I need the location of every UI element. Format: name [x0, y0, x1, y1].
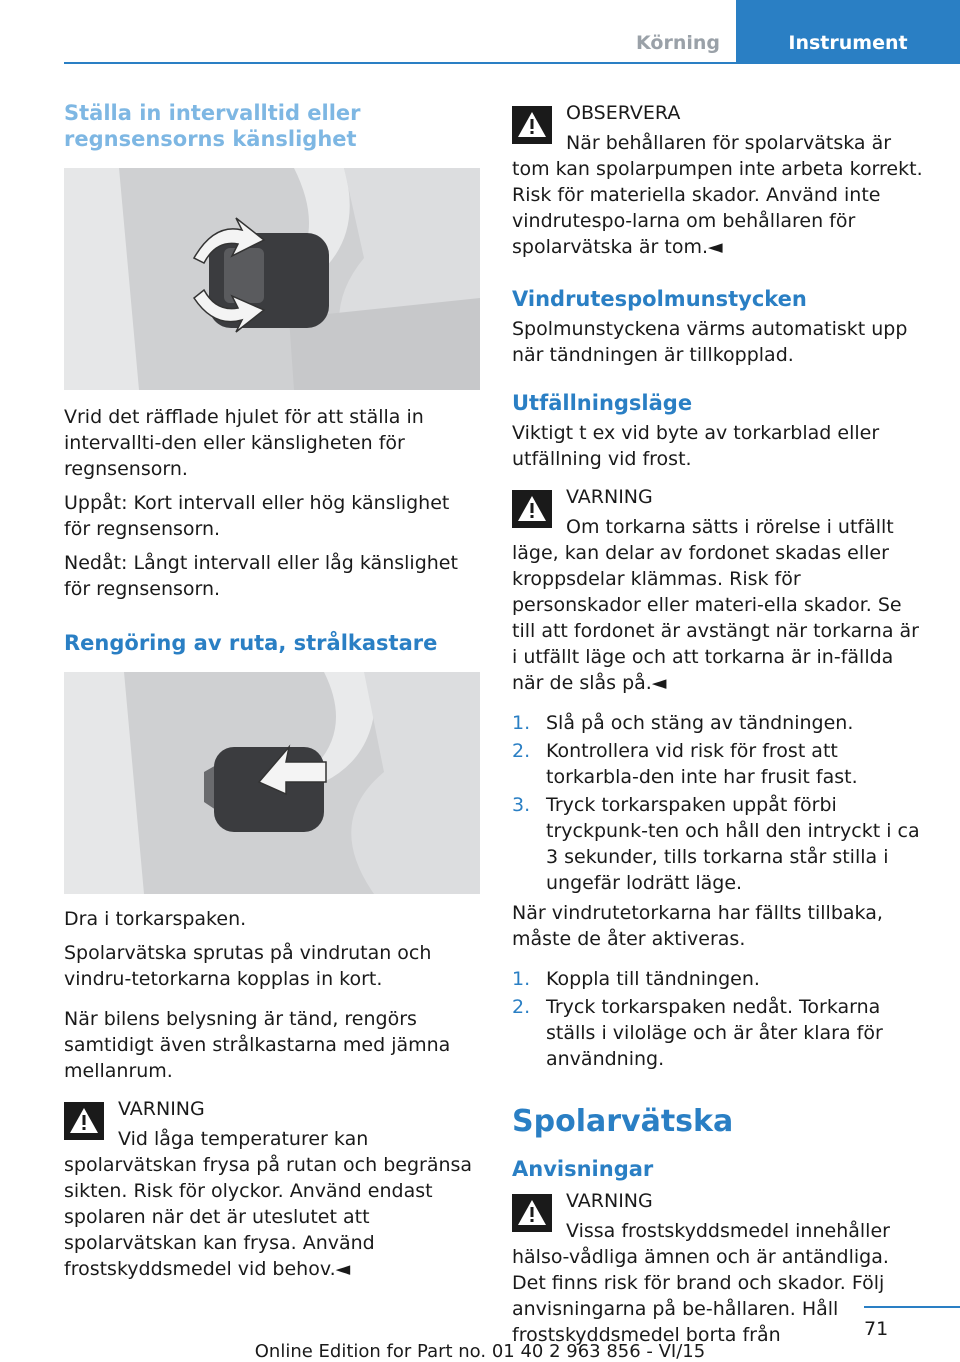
tab-instrument[interactable]: Instrument — [736, 0, 960, 62]
para-vrid: Vrid det räfflade hjulet för att ställa in intervallti‐den eller känsligheten för regnsensorn. — [64, 406, 424, 480]
steps-list-2 — [512, 966, 928, 1072]
warning-utfallt — [512, 484, 928, 696]
figure-wiper-lever — [64, 672, 480, 894]
para-munstycken: Spolmunstyckena värms automatiskt upp när tändningen är tillkopplad. — [512, 318, 908, 366]
step-number: 2. — [512, 996, 531, 1018]
step-number: 1. — [512, 968, 531, 990]
para-belysning: När bilens belysning är tänd, rengörs samtidigt även strålkastarna med jämna mellanrum. — [64, 1008, 451, 1082]
list-item — [512, 738, 928, 790]
list-item — [512, 710, 928, 736]
warning-icon — [512, 1194, 552, 1232]
step-text: Tryck torkarspaken uppåt förbi tryckpunk‐ten och håll den intryckt i ca 3 sekunder, tills torkarna står stilla i ungefär lodrätt läge. — [546, 794, 920, 894]
warning-text: Vid låga temperaturer kan spolarvätskan frysa på rutan och begränsa sikten. Risk för olyckor. Använd endast spolaren när det är uteslutet att spolarvätskan kan frysa. Använd frostskyddsmedel vid behov.◄ — [64, 1128, 473, 1280]
warning-title: VARNING — [566, 1190, 653, 1212]
heading-spolarvatska: Spolarvätska — [512, 1104, 734, 1139]
para-spolar: Spolarvätska sprutas på vindrutan och vindru‐tetorkarna kopplas in kort. — [64, 942, 432, 990]
para-nedat: Nedåt: Långt intervall eller låg känslighet för regnsensorn. — [64, 552, 458, 600]
warning-icon — [512, 490, 552, 528]
footer-rule — [864, 1306, 960, 1308]
notice-observera — [512, 100, 928, 260]
wiper-lever-illustration — [64, 672, 480, 894]
step-text: Kontrollera vid risk för frost att torkarbla‐den inte har frusit fast. — [546, 740, 858, 788]
step-text: Tryck torkarspaken nedåt. Torkarna ställs i viloläge och är åter klara för användning. — [546, 996, 883, 1070]
heading-anvisningar: Anvisningar — [512, 1157, 654, 1181]
step-number: 1. — [512, 712, 531, 734]
step-number: 2. — [512, 740, 531, 762]
para-dra: Dra i torkarspaken. — [64, 908, 247, 930]
list-item — [512, 792, 928, 896]
heading-utfallning: Utfällningsläge — [512, 391, 693, 415]
warning-icon — [64, 1102, 104, 1140]
list-item — [512, 966, 928, 992]
page-header — [64, 26, 960, 64]
heading-munstycken: Vindrutespolmunstycken — [512, 287, 807, 311]
warning-title: VARNING — [566, 486, 653, 508]
tab-korning[interactable]: Körning — [636, 32, 720, 54]
list-item — [512, 994, 928, 1072]
warning-text: Vissa frostskyddsmedel innehåller hälso‐vådliga ämnen och är antändliga. Det finns risk för brand och skador. Följ anvisningarna på be‐hållaren. Håll frostskyddsmedel borta från — [512, 1220, 890, 1346]
warning-frysa — [64, 1096, 480, 1282]
heading-interval: Ställa in intervalltid eller regnsensorns känslighet — [64, 101, 361, 151]
heading-rengoring: Rengöring av ruta, strålkastare — [64, 631, 438, 655]
para-uppat: Uppåt: Kort intervall eller hög känslighet för regnsensorn. — [64, 492, 450, 540]
para-utfallning: Viktigt t ex vid byte av torkarblad eller utfällning vid frost. — [512, 422, 880, 470]
para-tillbaka: När vindrutetorkarna har fällts tillbaka, måste de åter aktiveras. — [512, 902, 883, 950]
page-number: 71 — [864, 1318, 889, 1340]
left-column — [64, 100, 480, 1282]
warning-icon — [512, 106, 552, 144]
right-column — [512, 100, 928, 1348]
warning-text: Om torkarna sätts i rörelse i utfällt läge, kan delar av fordonet skadas eller kroppsdelar klämmas. Risk för personskador eller materi‐ella skador. Se till att fordonet är avstängt när torkarna är i utfällt läge och att torkarna är in‐fällda när de slås på.◄ — [512, 516, 919, 694]
footer-edition: Online Edition for Part no. 01 40 2 963 856 - VI/15 — [254, 1341, 706, 1362]
step-text: Slå på och stäng av tändningen. — [546, 712, 854, 734]
step-number: 3. — [512, 794, 531, 816]
wiper-wheel-illustration — [64, 168, 480, 390]
notice-text: När behållaren för spolarvätska är tom kan spolarpumpen inte arbeta korrekt. Risk för materiella skador. Använd inte vindrutespo‐larna om behållaren för spolarvätska är tom.◄ — [512, 132, 923, 258]
steps-list-1 — [512, 710, 928, 896]
notice-title: OBSERVERA — [566, 102, 681, 124]
warning-title: VARNING — [118, 1098, 205, 1120]
figure-wiper-wheel — [64, 168, 480, 390]
step-text: Koppla till tändningen. — [546, 968, 760, 990]
